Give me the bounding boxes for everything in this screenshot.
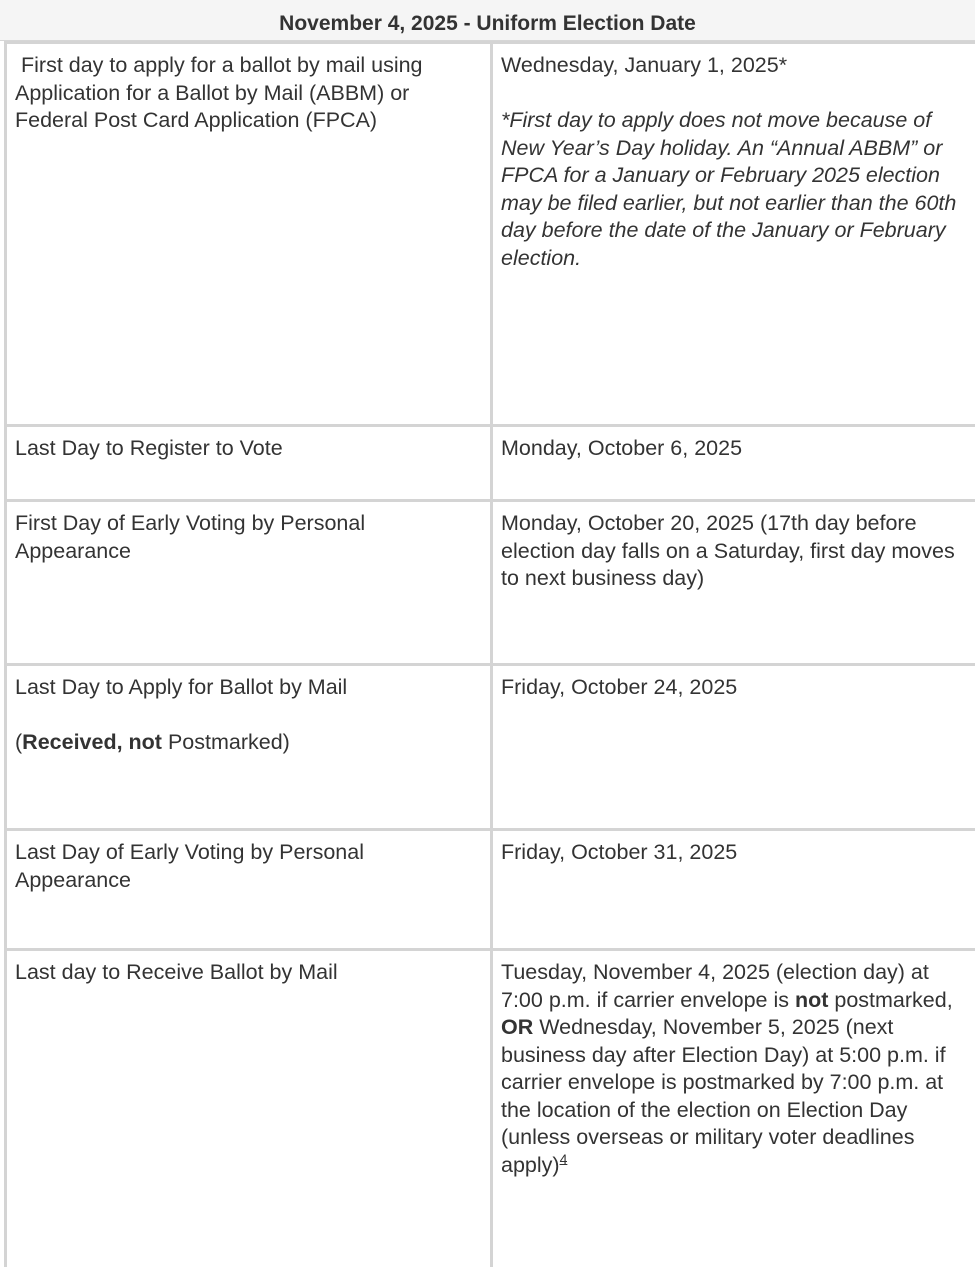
event-label: First day to apply for a ballot by mail using Application for a Ballot by Mail (ABBM) or Federal Post Card Application (FPCA): [15, 53, 423, 132]
event-cell: [6, 426, 492, 501]
date-value: Friday, October 31, 2025: [501, 840, 737, 864]
event-cell: [6, 950, 492, 1267]
date-cell: [492, 426, 975, 501]
event-cell: [6, 665, 492, 830]
event-label: Last Day of Early Voting by Personal Appearance: [15, 840, 364, 892]
qualifier-bold: Received, not: [22, 730, 162, 754]
table-row: [6, 501, 975, 665]
footnote-link[interactable]: 4: [560, 1150, 568, 1166]
qualifier-open-paren: (: [15, 730, 22, 754]
date-value: Monday, October 6, 2025: [501, 436, 742, 460]
table-row: [6, 830, 975, 950]
date-note: *First day to apply does not move because of New Year’s Day holiday. An “Annual ABBM” or FPCA for a January or February 2025 election may be filed earlier, but not earlier than the 60th day before the date of the January or February election.: [501, 107, 968, 272]
date-text-part: Wednesday, November 5, 2025 (next business day after Election Day) at 5:00 p.m. if carrier envelope is postmarked by 7:00 p.m. at the location of the election on Election Day (unless overseas or military voter deadlines apply): [501, 1015, 946, 1177]
event-label: First Day of Early Voting by Personal Appearance: [15, 511, 365, 563]
election-schedule-table: [4, 41, 975, 1267]
date-text-part: Tuesday, November 4, 2025 (election day) at 7:00 p.m. if carrier envelope is: [501, 960, 929, 1012]
event-qualifier: [15, 729, 483, 757]
date-emphasis-or: OR: [501, 1015, 533, 1039]
date-cell: [492, 501, 975, 665]
date-cell: [492, 830, 975, 950]
date-text-part: postmarked,: [828, 988, 952, 1012]
event-cell: [6, 830, 492, 950]
date-emphasis-not: not: [795, 988, 828, 1012]
event-label: Last Day to Apply for Ballot by Mail: [15, 674, 483, 702]
date-value: [501, 960, 953, 1177]
date-value: Friday, October 24, 2025: [501, 675, 737, 699]
table-row: [6, 43, 975, 426]
date-value: Wednesday, January 1, 2025*: [501, 52, 968, 80]
page-title: November 4, 2025 - Uniform Election Date: [0, 0, 975, 41]
event-label: Last day to Receive Ballot by Mail: [15, 960, 338, 984]
date-cell: [492, 950, 975, 1267]
table-row: [6, 950, 975, 1267]
event-label: Last Day to Register to Vote: [15, 436, 283, 460]
date-cell: [492, 665, 975, 830]
table-row: [6, 665, 975, 830]
date-value: Monday, October 20, 2025 (17th day before election day falls on a Saturday, first day moves to next business day): [501, 511, 955, 590]
event-cell: [6, 43, 492, 426]
date-cell: [492, 43, 975, 426]
table-row: [6, 426, 975, 501]
event-cell: [6, 501, 492, 665]
qualifier-rest: Postmarked): [162, 730, 290, 754]
